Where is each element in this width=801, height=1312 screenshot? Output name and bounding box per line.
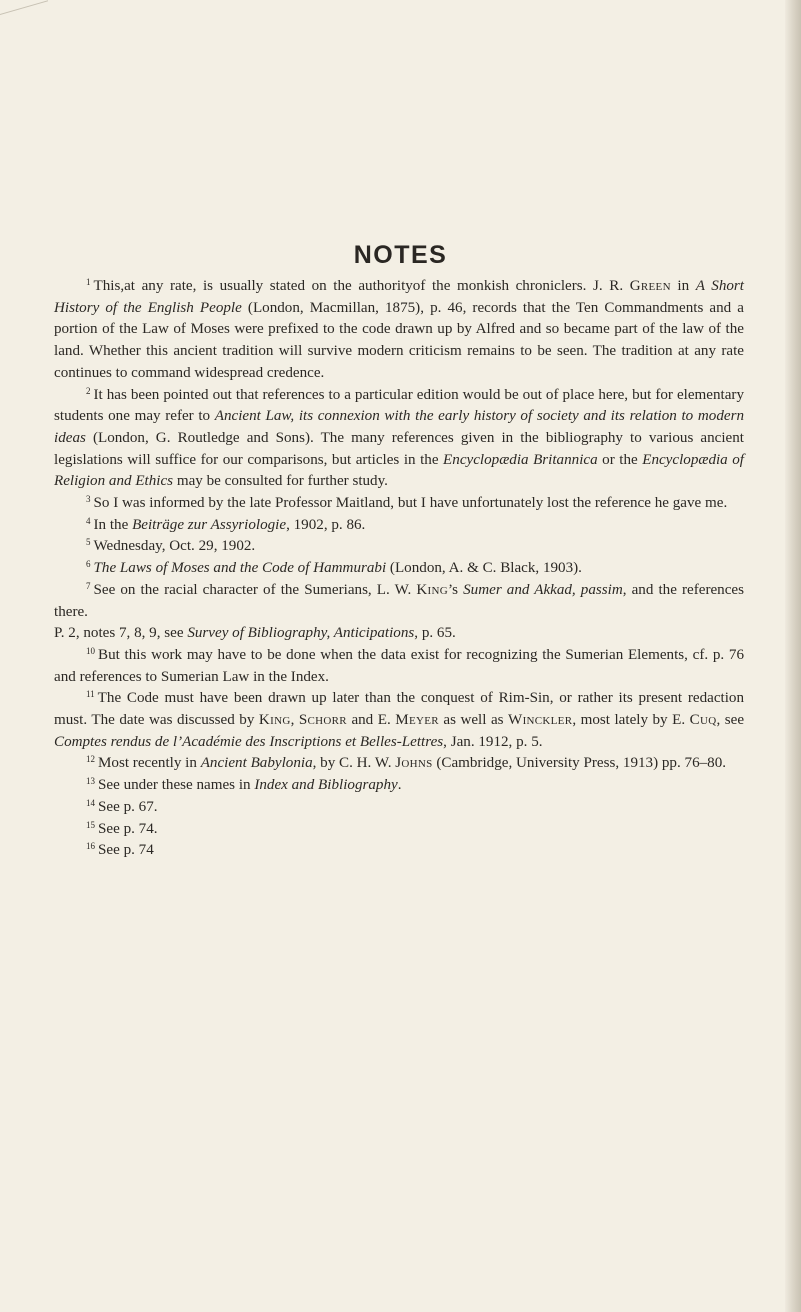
footnote-text: See under these names in (98, 777, 255, 794)
footnote-text: This,at any rate, is usually stated on the authorityof the monkish chroniclers. J. R. (93, 278, 630, 294)
footnote-number: 6 (86, 559, 91, 570)
footnote (54, 688, 744, 753)
footnote-text: , Jan. 1912, p. 5. (443, 733, 543, 750)
author-name: King (416, 581, 448, 598)
footnote-text: may be consulted for further study. (173, 473, 388, 490)
footnote-text: See p. 74. (98, 820, 158, 837)
footnote-number: 5 (86, 537, 91, 548)
footnote-number: 4 (86, 515, 91, 526)
author-name: Meyer (395, 712, 439, 729)
footnote-text: (London, A. & C. Black, 1903). (386, 560, 582, 577)
footnote (54, 276, 744, 385)
page-heading: NOTES (353, 240, 448, 269)
footnote-text: , (290, 712, 299, 729)
footnote-text: as well as (438, 712, 509, 729)
footnote-text: See p. 67. (98, 798, 158, 815)
footnote-text: See p. 74 (98, 842, 154, 859)
author-name: Green (629, 278, 671, 294)
footnote-number: 11 (86, 689, 95, 700)
footnote-text: So I was informed by the late Professor Maitland, but I have unfortunately lost the reference he gave me. (93, 495, 728, 512)
notes-list (54, 276, 744, 862)
footnote-text: The Code must have been drawn up later than the conquest of Rim-Sin, or rather its present redaction must. The date was discussed by (54, 690, 744, 729)
footnote-number: 14 (86, 797, 95, 808)
footnote (54, 819, 744, 841)
footnote (54, 840, 744, 862)
footnote-text: , by C. H. W. (312, 755, 396, 772)
footnote (54, 493, 744, 515)
footnote-text: In the (93, 516, 133, 533)
footnote-number: 10 (86, 645, 95, 656)
footnote (54, 623, 744, 645)
author-name: Cuq (689, 712, 717, 729)
footnote (54, 515, 744, 537)
author-name: King (258, 712, 291, 729)
footnote-number: 16 (86, 841, 95, 852)
italic-title: Encyclopædia Britannica (443, 451, 598, 468)
footnote (54, 645, 744, 688)
footnote (54, 536, 744, 558)
footnote-number: 7 (86, 580, 91, 591)
footnote (54, 775, 744, 797)
footnote-text: Wednesday, Oct. 29, 1902. (93, 538, 256, 555)
footnote-text: Most recently in (98, 755, 201, 772)
footnote-text: in (670, 278, 696, 294)
footnote-number: 15 (86, 819, 95, 830)
footnote-text: See on the racial character of the Sumerians, L. W. (93, 581, 417, 598)
italic-title: The Laws of Moses and the Code of Hammurabi (93, 560, 387, 577)
footnote-text: (London, Macmillan, 1875), p. 46, records that the Ten Commandments and a portion of the Law of Moses were prefixed to the code drawn up by Alfred and so became part of the law of the land. Whether this ancient tradition will survive modern criticism remains to be seen. The tradition at any rate continues to command widespread credence. (54, 299, 744, 381)
footnote-text: ’s (447, 581, 464, 598)
italic-title: Ancient Babylonia (200, 755, 313, 772)
footnote (54, 580, 744, 623)
footnote-text: and E. (346, 712, 396, 729)
author-name: Winckler (508, 712, 573, 729)
italic-title: Encyclopædia of Religion and Ethics (54, 451, 744, 490)
footnote-text: It has been pointed out that references to a particular edition would be out of place here, but for elementary students one may refer to (54, 386, 744, 425)
footnote-number: 1 (86, 277, 91, 287)
footnote-text: But this work may have to be done when the data exist for recognizing the Sumerian Elements, cf. p. 76 and references to Sumerian Law in the Index. (54, 646, 744, 685)
footnote-number: 3 (86, 494, 91, 505)
italic-title: Sumer and Akkad, passim (463, 581, 623, 598)
italic-title: Beiträge zur Assyriologie (132, 516, 287, 533)
footnote-number: 2 (86, 385, 91, 396)
page-edge-shadow (785, 0, 801, 1312)
footnote-text: , most lately by E. (572, 712, 690, 729)
footnote (54, 385, 744, 494)
italic-title: Comptes rendus de l’Académie des Inscriptions et Belles-Lettres (54, 733, 444, 750)
footnote (54, 797, 744, 819)
footnote-number: 13 (86, 776, 95, 787)
author-name: Johns (395, 755, 433, 772)
footnote-text: , 1902, p. 86. (286, 516, 366, 533)
footnote-text: . (397, 777, 402, 794)
footnote-text: , p. 65. (414, 625, 456, 642)
author-name: Schorr (298, 712, 347, 729)
italic-title: Survey of Bibliography, Anticipations (187, 625, 415, 642)
footnote-text: , and the references there. (54, 581, 744, 620)
footnote-text: (London, G. Routledge and Sons). The many references given in the bibliography to various ancient legislations will suffice for our comparisons, but articles in the (54, 429, 744, 468)
italic-title: Ancient Law, its connexion with the early history of society and its relation to modern ideas (54, 408, 744, 446)
italic-title: A Short History of the English People (54, 278, 744, 316)
footnote-text: P. 2, notes 7, 8, 9, see (54, 625, 188, 642)
footnote (54, 558, 744, 580)
footnote-text: , see (716, 712, 745, 729)
footnote-text: (Cambridge, University Press, 1913) pp. 76–80. (432, 755, 727, 772)
page-corner-fold (0, 0, 48, 15)
footnote-number: 12 (86, 754, 95, 765)
italic-title: Index and Bibliography (254, 777, 398, 794)
footnote-text: or the (597, 451, 643, 468)
footnote (54, 753, 744, 775)
